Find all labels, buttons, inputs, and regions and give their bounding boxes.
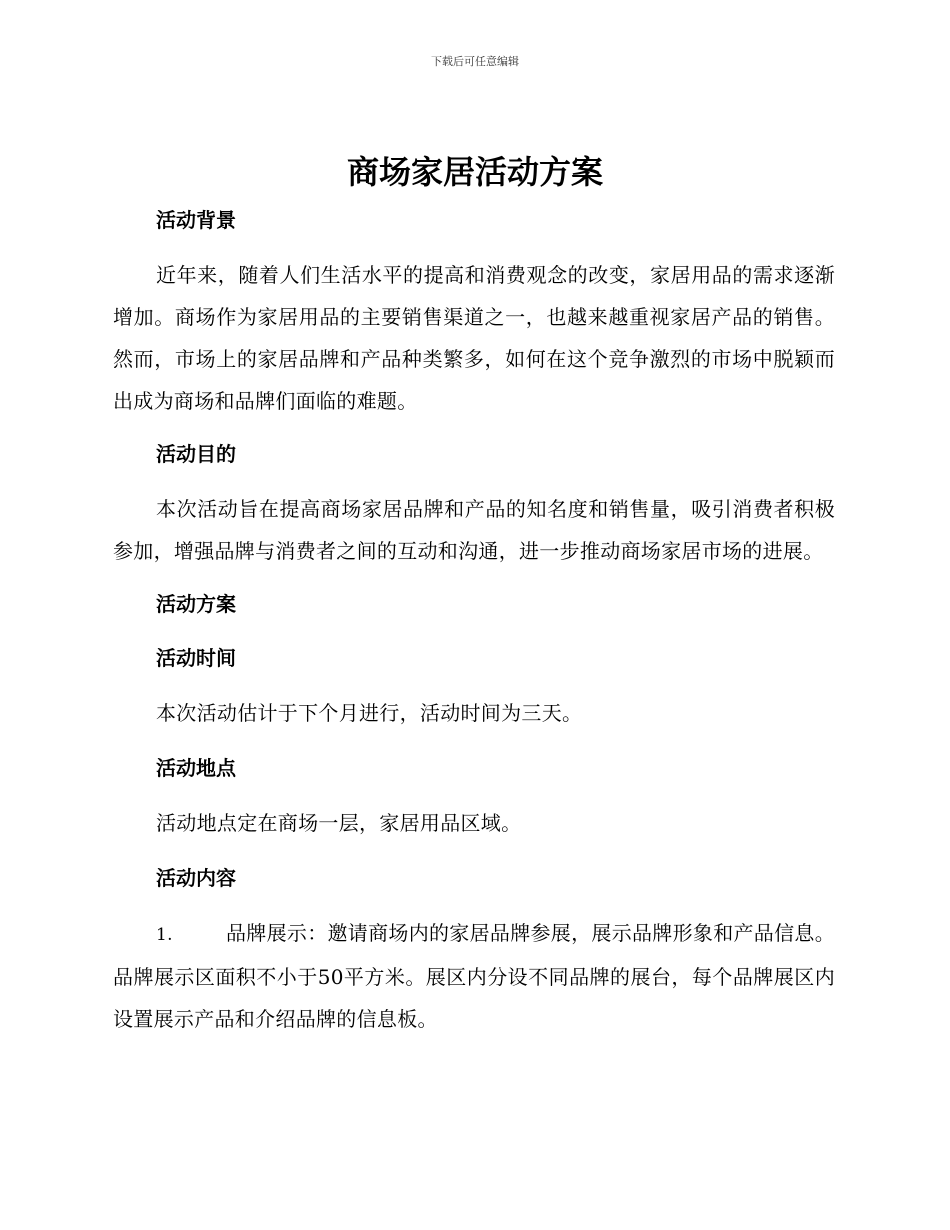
section-heading-location: 活动地点 (156, 756, 236, 780)
section-heading-purpose: 活动目的 (156, 442, 236, 466)
paragraph-background: 近年来，随着人们生活水平的提高和消费观念的改变，家居用品的需求逐渐增加。商场作为家居用品的主要销售渠道之一，也越来越重视家居产品的销售。然而，市场上的家居品牌和产品种类繁多，如何在这个竞争激烈的市场中脱颖而出成为商场和品牌们面临的难题。 (113, 263, 835, 413)
paragraph-location: 活动地点定在商场一层，家居用品区域。 (156, 811, 522, 835)
section-heading-time: 活动时间 (156, 646, 236, 670)
document-title: 商场家居活动方案 (346, 153, 603, 191)
page-header-note: 下载后可任意编辑 (431, 55, 519, 68)
section-heading-background: 活动背景 (156, 208, 236, 232)
list-item-content-1 (113, 912, 835, 1040)
list-item-number: 1. (156, 925, 173, 945)
paragraph-time: 本次活动估计于下个月进行，活动时间为三天。 (156, 701, 583, 725)
list-item-text: 品牌展示：邀请商场内的家居品牌参展，展示品牌形象和产品信息。品牌展示区面积不小于50平方米。展区内分设不同品牌的展台，每个品牌展区内设置展示产品和介绍品牌的信息板。 (113, 921, 835, 1031)
paragraph-purpose: 本次活动旨在提高商场家居品牌和产品的知名度和销售量，吸引消费者积极参加，增强品牌与消费者之间的互动和沟通，进一步推动商场家居市场的进展。 (113, 497, 835, 563)
document-body (113, 200, 835, 1052)
section-heading-content: 活动内容 (156, 866, 236, 890)
section-heading-plan: 活动方案 (156, 592, 236, 616)
